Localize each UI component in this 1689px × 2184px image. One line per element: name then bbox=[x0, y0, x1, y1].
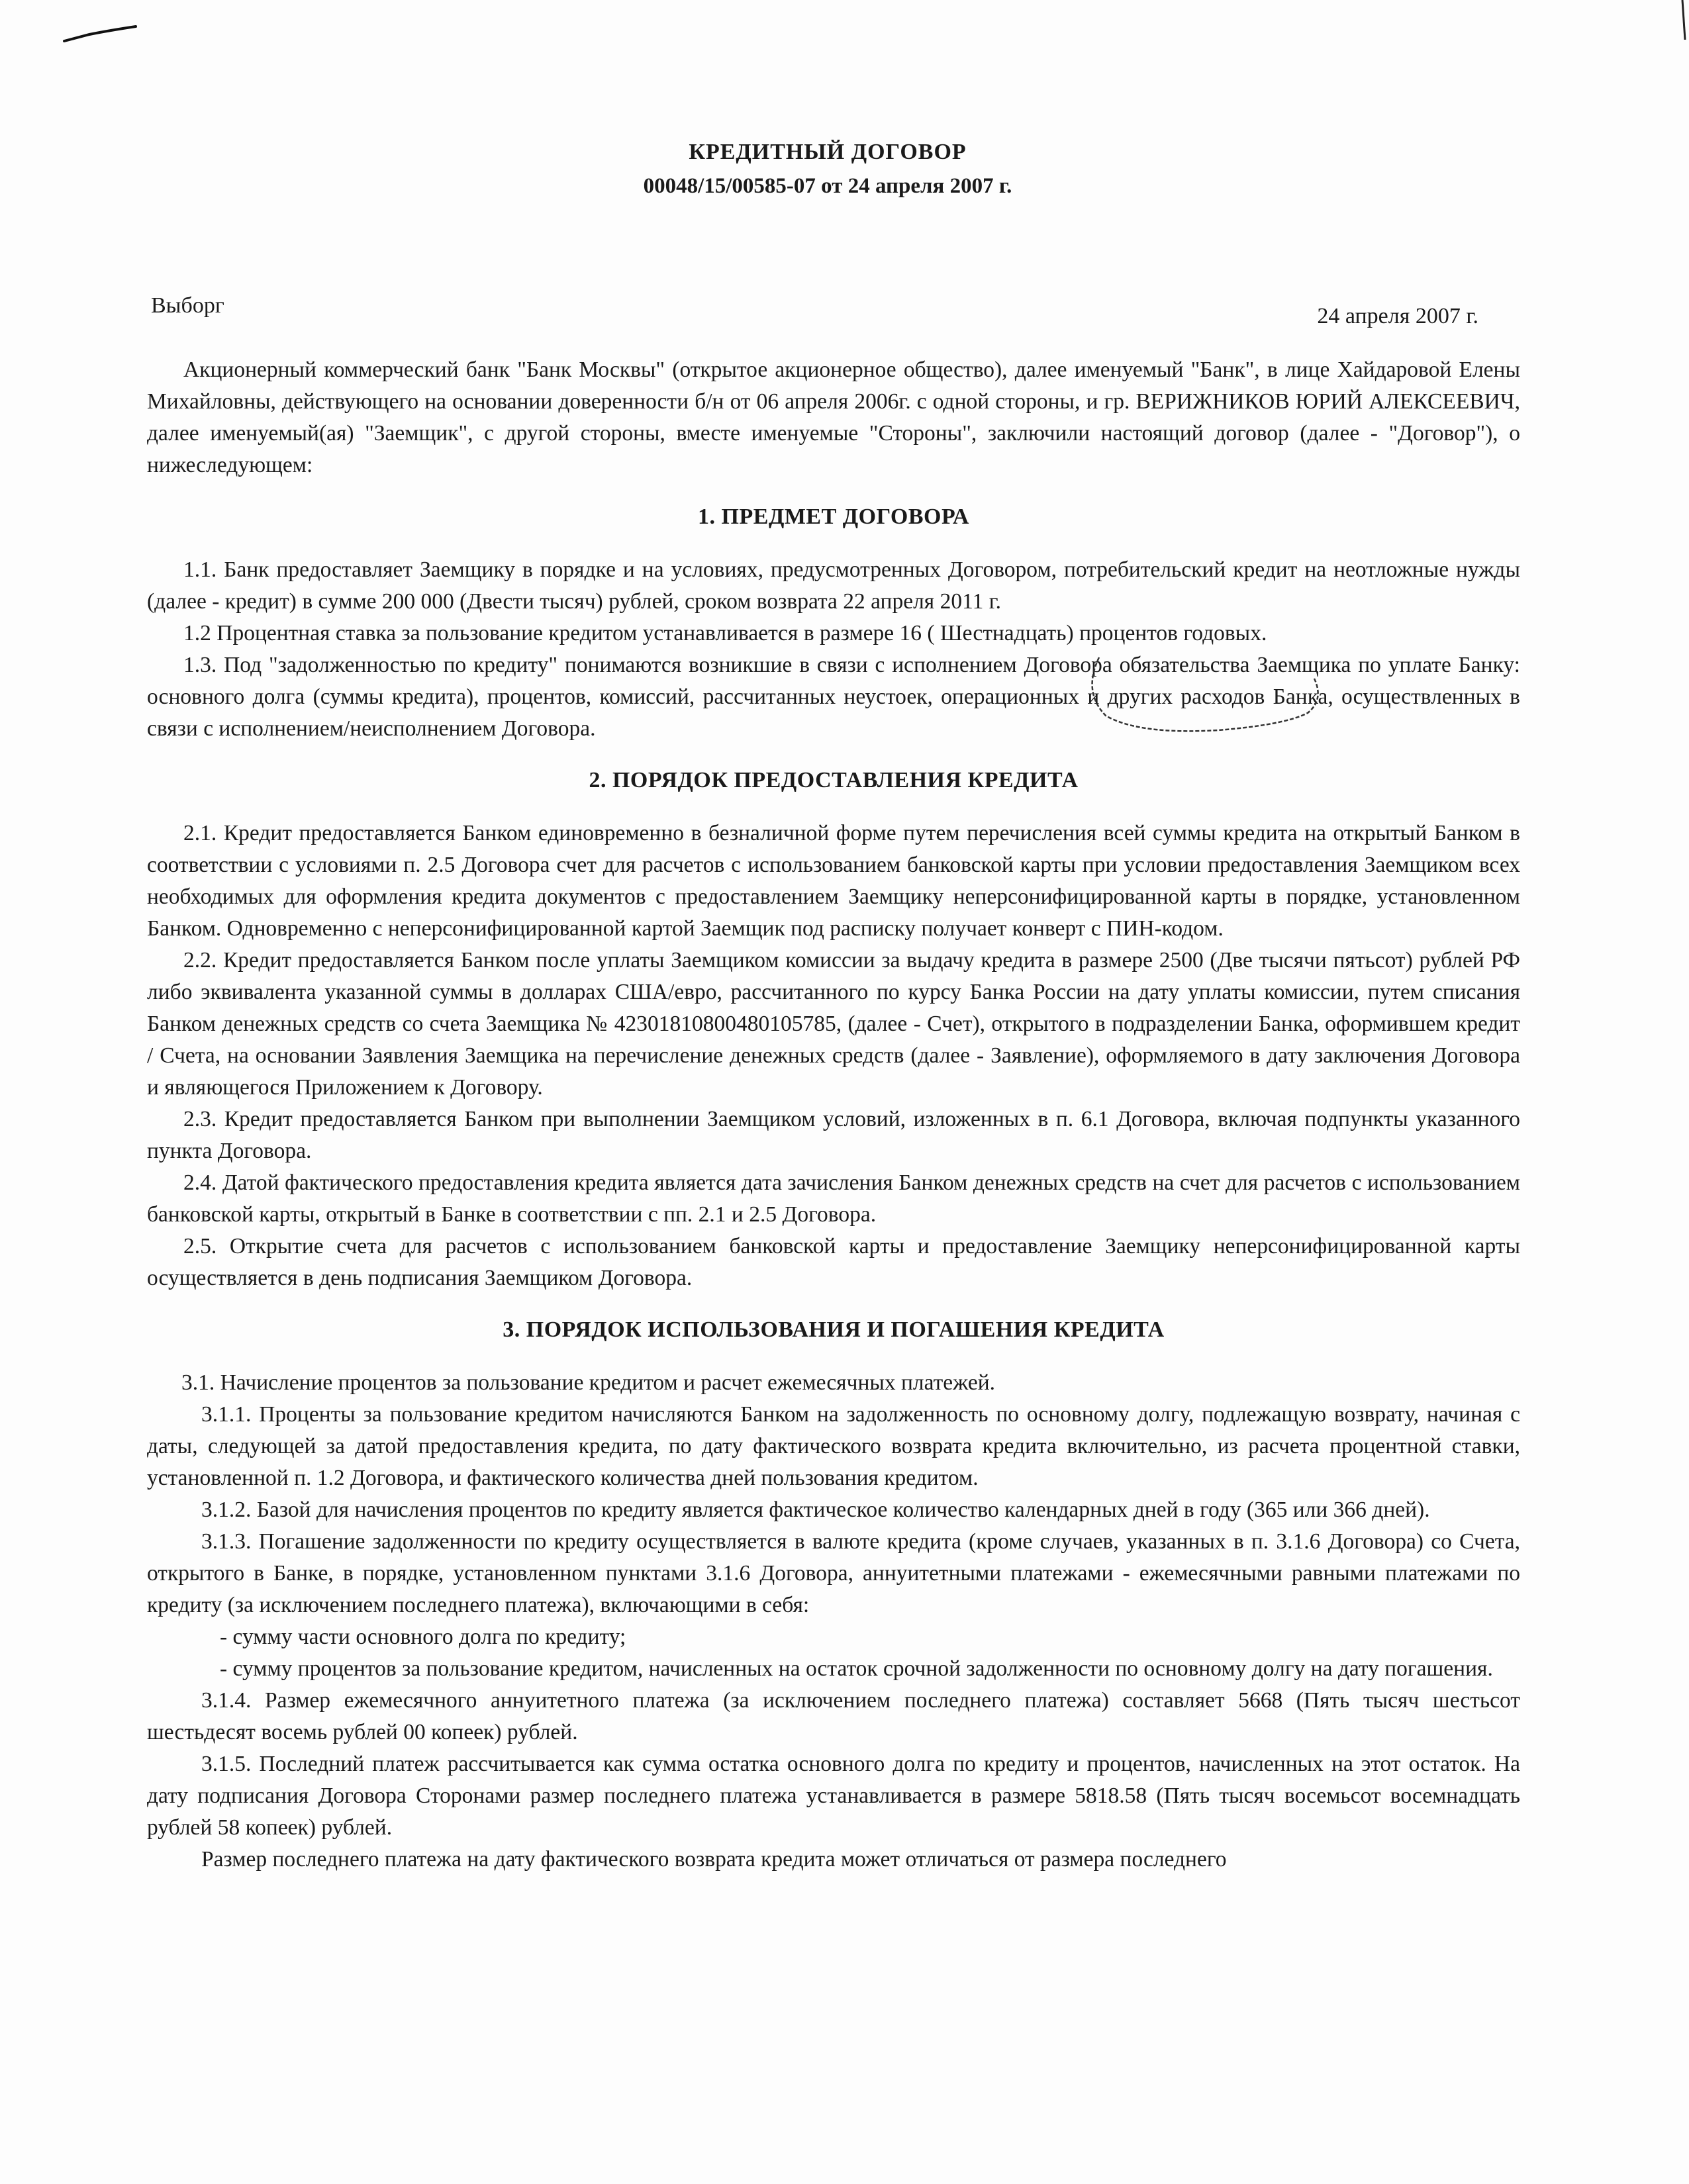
edge-scan-mark bbox=[1663, 0, 1689, 40]
clause: 3.1. Начисление процентов за пользование кредитом и расчет ежемесячных платежей. bbox=[181, 1370, 996, 1395]
clause: 3.1.5. Последний платеж рассчитывается как сумма остатка основного долга по кредиту и процентов, начисленных на этот остаток. На дату подписания Договора Сторонами размер последнего платежа устанавливается в размере 5818.58 (Пять тысяч восемьсот восемнадцать рублей 58 копеек) рублей. bbox=[147, 1752, 1520, 1840]
pen-stroke-mark bbox=[63, 25, 142, 45]
document-number: 00048/15/00585-07 от 24 апреля 2007 г. bbox=[643, 174, 1012, 198]
clause: 1.1. Банк предоставляет Заемщику в порядке и на условиях, предусмотренных Договором, потребительский кредит на неотложные нужды (далее - кредит) в сумме 200 000 (Двести тысяч) рублей, сроком возврата 22 апреля 2011 г. bbox=[147, 557, 1520, 614]
preamble: Акционерный коммерческий банк "Банк Москвы" (открытое акционерное общество), далее именуемый "Банк", в лице Хайдаровой Елены Михайловны, действующего на основании доверенности б/н от 06 апреля 2006г. с одной стороны, и гр. ВЕРИЖНИКОВ ЮРИЙ АЛЕКСЕЕВИЧ, далее именуемый(ая) "Заемщик", с другой стороны, вместе именуемые "Стороны", заключили настоящий договор (далее - "Договор"), о нижеследующем: bbox=[147, 357, 1520, 477]
document-title: КРЕДИТНЫЙ ДОГОВОР bbox=[689, 140, 967, 164]
clause: 1.2 Процентная ставка за пользование кредитом устанавливается в размере 16 ( Шестнадцать) процентов годовых. bbox=[183, 621, 1267, 645]
document-header bbox=[0, 136, 1655, 203]
clause: Размер последнего платежа на дату фактического возврата кредита может отличаться от размера последнего bbox=[201, 1847, 1227, 1872]
clause: 3.1.3. Погашение задолженности по кредиту осуществляется в валюте кредита (кроме случаев, указанных в п. 3.1.6 Договора) со Счета, открытого в Банке, в порядке, установленном пунктами 3.1.6 Договора, аннуитетными платежами - ежемесячными равными платежами по кредиту (за исключением последнего платежа), включающими в себя: bbox=[147, 1529, 1520, 1617]
clause: 2.4. Датой фактического предоставления кредита является дата зачисления Банком денежных средств на счет для расчетов с использованием банковской карты, открытый в Банке в соответствии с пп. 2.1 и 2.5 Договора. bbox=[147, 1170, 1520, 1227]
contract-date: 24 апреля 2007 г. bbox=[1317, 304, 1478, 328]
clause: 2.1. Кредит предоставляется Банком единовременно в безналичной форме путем перечисления всей суммы кредита на открытый Банком в соответствии с условиями п. 2.5 Договора счет для расчетов с использованием банковской карты при условии предоставления Заемщиком всех необходимых для оформления кредита документов с предоставлением Заемщику неперсонифицированной карты в порядке, установленном Банком. Одновременно с неперсонифицированной картой Заемщик под расписку получает конверт с ПИН-кодом. bbox=[147, 821, 1520, 941]
clause: 3.1.1. Проценты за пользование кредитом начисляются Банком на задолженность по основному долгу, подлежащую возврату, начиная с даты, следующей за датой предоставления кредита, по дату фактического возврата кредита включительно, из расчета процентной ставки, установленной п. 1.2 Договора, и фактического количества дней пользования кредитом. bbox=[147, 1402, 1520, 1490]
clause: 2.3. Кредит предоставляется Банком при выполнении Заемщиком условий, изложенных в п. 6.1 Договора, включая подпункты указанного пункта Договора. bbox=[147, 1107, 1520, 1163]
section-title: 1. ПРЕДМЕТ ДОГОВОРА bbox=[698, 504, 969, 529]
list-item: - сумму части основного долга по кредиту; bbox=[220, 1625, 626, 1649]
handwritten-circle-mark bbox=[1086, 652, 1331, 738]
section-title: 3. ПОРЯДОК ИСПОЛЬЗОВАНИЯ И ПОГАШЕНИЯ КРЕДИТА bbox=[503, 1317, 1165, 1342]
list-item: - сумму процентов за пользование кредитом, начисленных на остаток срочной задолженности по основному долгу на дату погашения. bbox=[220, 1656, 1493, 1681]
clause: 2.2. Кредит предоставляется Банком после уплаты Заемщиком комиссии за выдачу кредита в размере 2500 (Две тысячи пятьсот) рублей РФ либо эквивалента указанной суммы в долларах США/евро, рассчитанного по курсу Банка России на дату уплаты комиссии, путем списания Банком денежных средств со счета Заемщика № 42301810800480105785, (далее - Счет), открытого в подразделении Банка, оформившем кредит / Счета, на основании Заявления Заемщика на перечисление денежных средств (далее - Заявление), оформляемого в дату заключения Договора и являющегося Приложением к Договору. bbox=[147, 948, 1520, 1100]
clause: 2.5. Открытие счета для расчетов с использованием банковской карты и предоставление Заемщику неперсонифицированной карты осуществляется в день подписания Заемщиком Договора. bbox=[147, 1234, 1520, 1290]
clause: 1.3. Под "задолженностью по кредиту" понимаются возникшие в связи с исполнением Договора обязательства Заемщика по уплате Банку: основного долга (суммы кредита), процентов, комиссий, рассчитанных неустоек, операционных и других расходов Банка, осуществленных в связи с исполнением/неисполнением Договора. bbox=[147, 653, 1520, 741]
clause: 3.1.4. Размер ежемесячного аннуитетного платежа (за исключением последнего платежа) составляет 5668 (Пять тысяч шестьсот шестьдесят восемь рублей 00 копеек) рублей. bbox=[147, 1688, 1520, 1744]
section-title: 2. ПОРЯДОК ПРЕДОСТАВЛЕНИЯ КРЕДИТА bbox=[589, 768, 1079, 792]
contract-body bbox=[147, 354, 1520, 1875]
clause: 3.1.2. Базой для начисления процентов по кредиту является фактическое количество календарных дней в году (365 или 366 дней). bbox=[201, 1497, 1430, 1522]
city: Выборг bbox=[151, 293, 224, 318]
